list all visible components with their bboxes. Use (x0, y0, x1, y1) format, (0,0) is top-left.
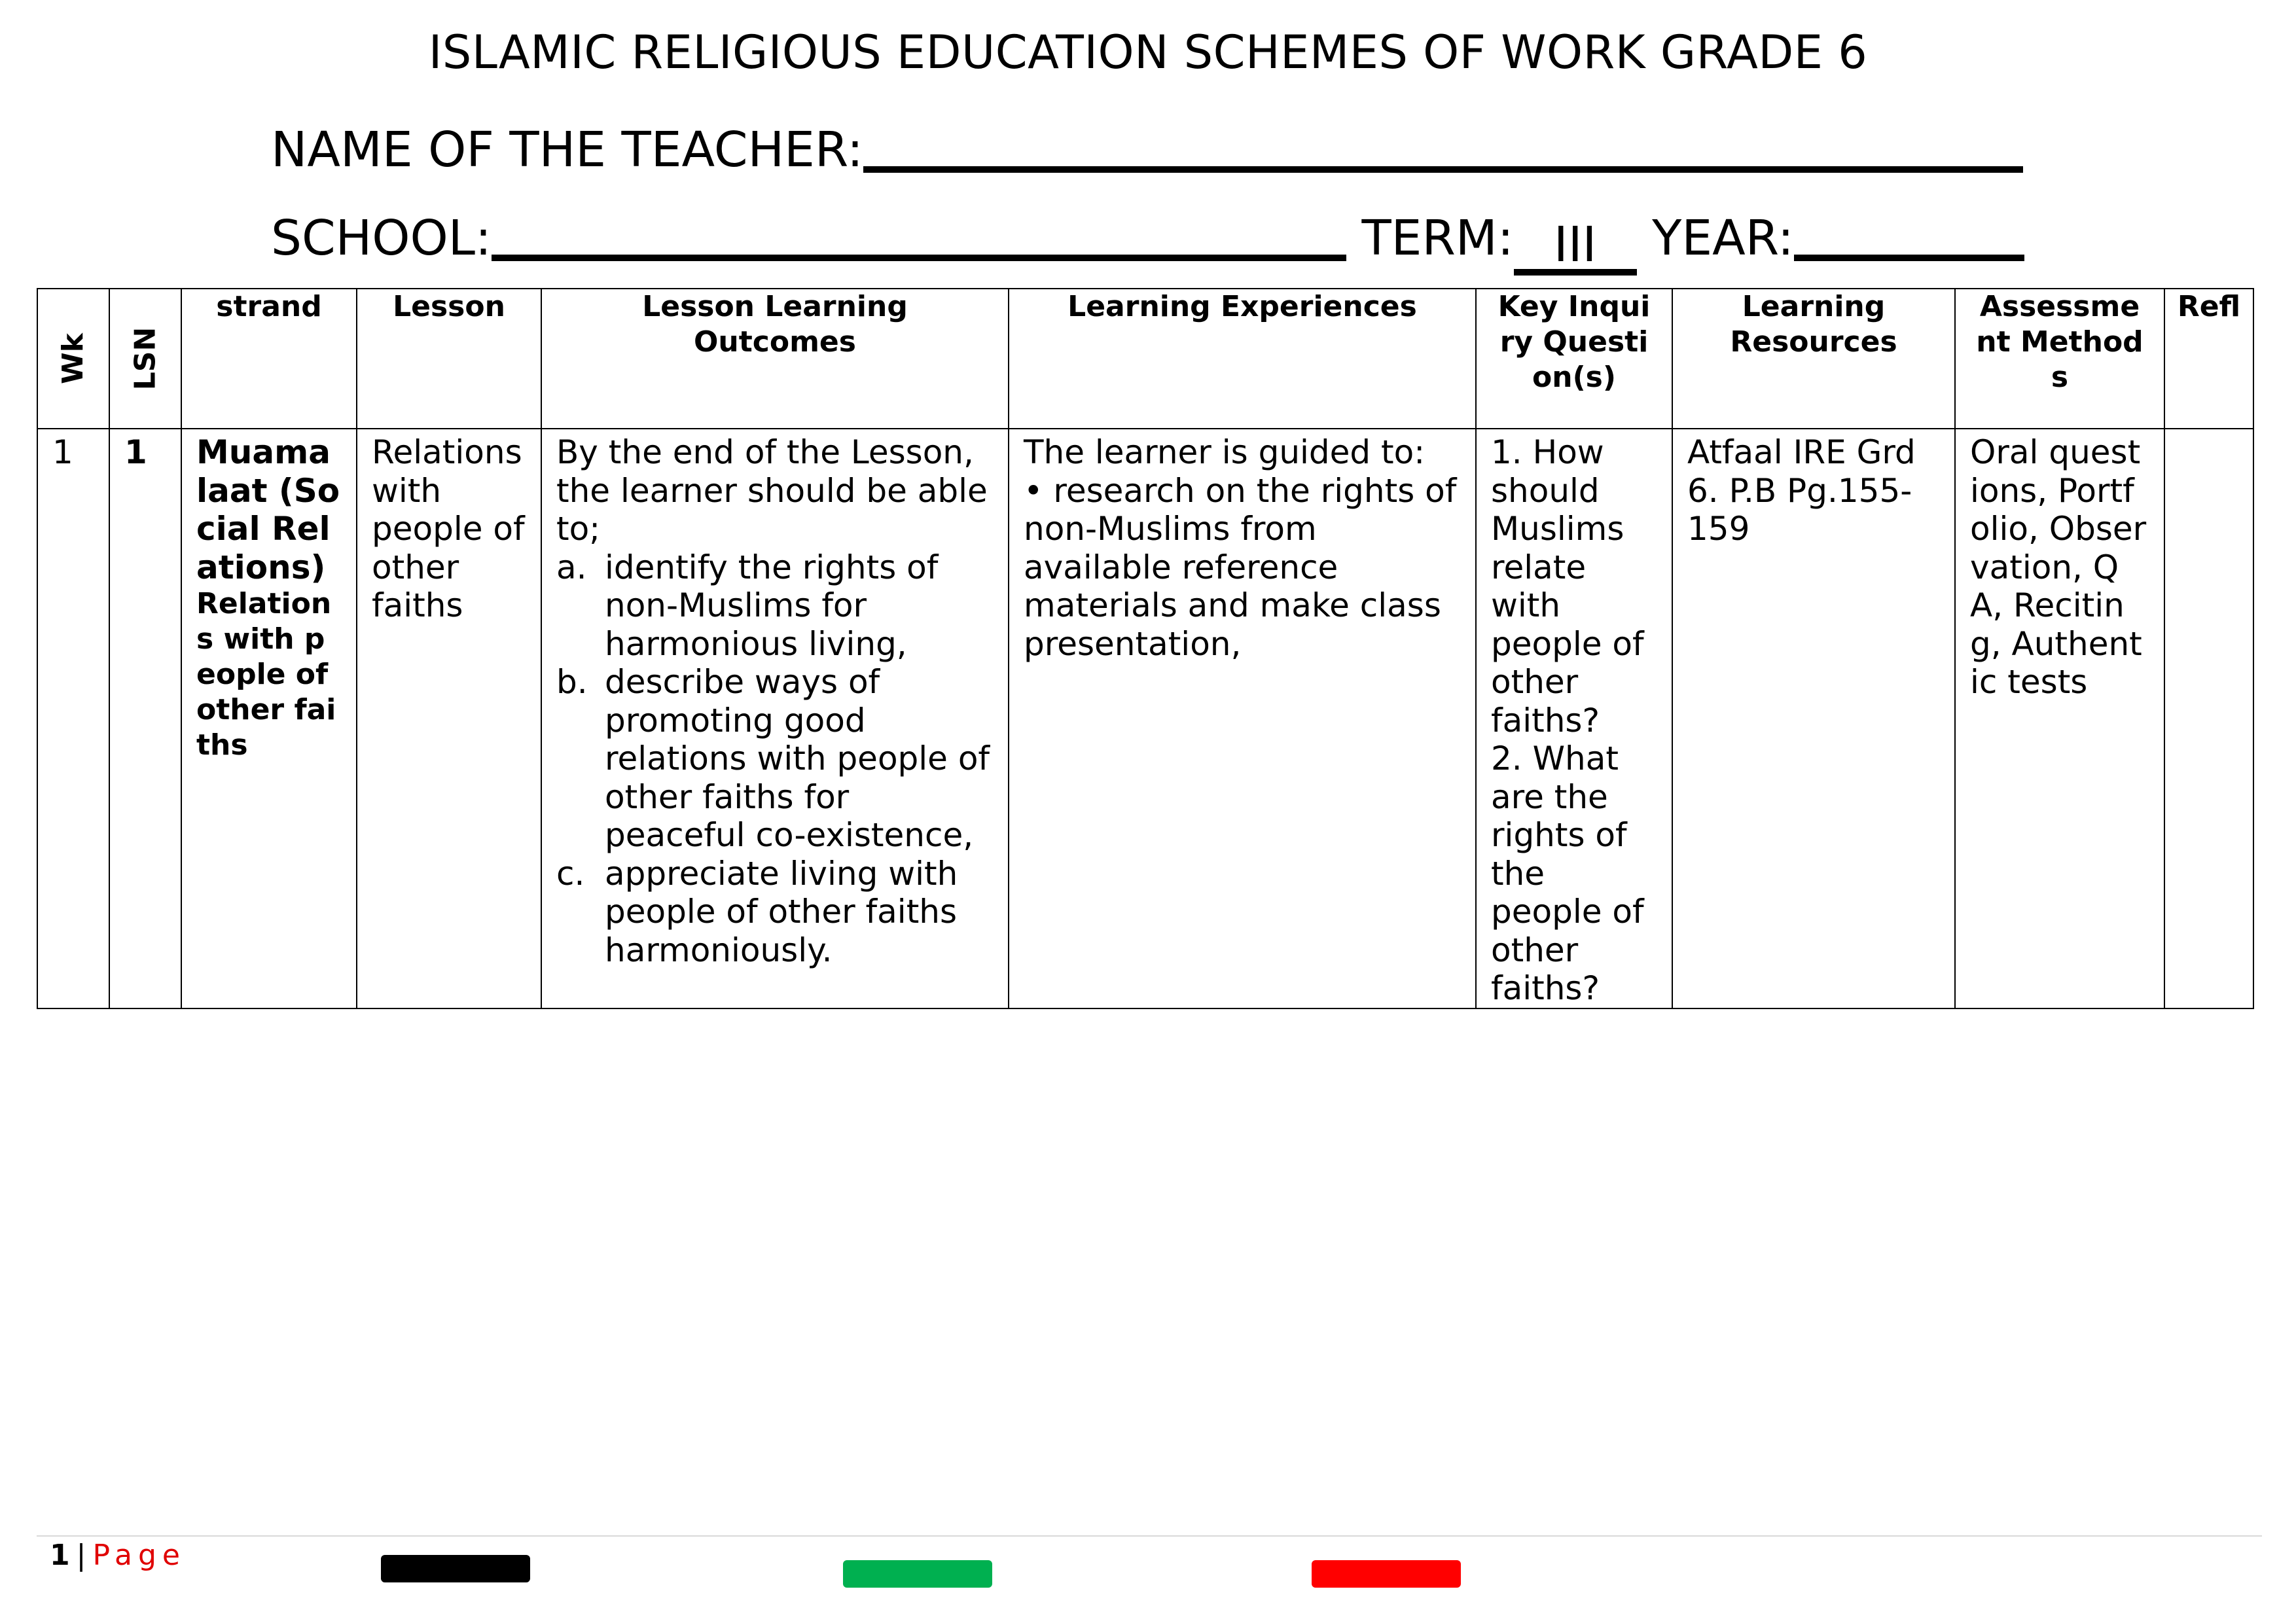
outcome-text: describe ways of promoting good relations with people of other faiths for peaceful co-existence, (605, 663, 990, 854)
header-inquiry: Key Inquiry Question(s) (1476, 289, 1672, 429)
outcome-text: identify the rights of non-Muslims for harmonious living, (605, 548, 939, 663)
red-footer-bar (1312, 1560, 1461, 1588)
inquiry-question-1: 1. How should Muslims relate with people of other faiths? (1491, 433, 1644, 740)
outcomes-list (556, 548, 994, 970)
school-term-year-line (271, 200, 2024, 273)
cell-resources: Atfaal IRE Grd 6. P.B Pg.155-159 (1672, 429, 1955, 1008)
outcome-text: appreciate living with people of other faiths harmoniously. (605, 854, 958, 969)
experiences-intro: The learner is guided to: (1024, 433, 1426, 471)
green-footer-bar (843, 1560, 992, 1588)
scheme-table (37, 288, 2254, 1009)
list-item (556, 548, 994, 664)
page-number: 1 (50, 1539, 70, 1572)
cell-assessment: Oral questions, Portfolio, Observation, QA, Reciting, Authentic tests (1955, 429, 2164, 1008)
header-outcomes: Lesson Learning Outcomes (541, 289, 1009, 429)
teacher-name-line (271, 111, 2023, 179)
cell-strand (181, 429, 357, 1008)
cell-lsn: 1 (109, 429, 181, 1008)
cell-lesson: Relations with people of other faiths (357, 429, 541, 1008)
header-experiences: Learning Experiences (1009, 289, 1476, 429)
black-footer-bar (381, 1555, 530, 1582)
table-row (37, 429, 2253, 1008)
list-marker: c. (556, 854, 585, 893)
term-label: TERM: (1361, 210, 1514, 266)
footer-divider (37, 1535, 2262, 1537)
list-item (556, 663, 994, 855)
cell-outcomes (541, 429, 1009, 1008)
cell-wk: 1 (37, 429, 109, 1008)
list-marker: b. (556, 663, 588, 701)
header-wk: Wk (37, 289, 109, 429)
header-assessment: Assessment Methods (1955, 289, 2164, 429)
school-blank[interactable] (492, 206, 1346, 261)
header-reflection: Refl (2164, 289, 2253, 429)
term-value[interactable]: III (1514, 221, 1637, 276)
teacher-name-blank[interactable] (863, 118, 2023, 173)
document-title: ISLAMIC RELIGIOUS EDUCATION SCHEMES OF WORK GRADE 6 (428, 26, 1868, 79)
strand-sub: Relations with people of other faiths (196, 587, 336, 762)
year-label: YEAR: (1652, 210, 1794, 266)
page-word: Page (92, 1539, 186, 1572)
list-item (556, 855, 994, 970)
header-lsn: LSN (109, 289, 181, 429)
strand-main: Muamalaat (Social Relations) (196, 433, 340, 586)
list-marker: a. (556, 548, 587, 586)
header-strand: strand (181, 289, 357, 429)
year-blank[interactable] (1794, 206, 2024, 261)
header-resources: Learning Resources (1672, 289, 1955, 429)
header-lesson: Lesson (357, 289, 541, 429)
outcomes-intro: By the end of the Lesson, the learner should be able to; (556, 433, 988, 548)
cell-reflection (2164, 429, 2253, 1008)
cell-inquiry (1476, 429, 1672, 1008)
header-row (37, 289, 2253, 429)
school-label: SCHOOL: (271, 210, 492, 266)
cell-experiences (1009, 429, 1476, 1008)
teacher-label: NAME OF THE TEACHER: (271, 122, 863, 178)
experiences-item: • research on the rights of non-Muslims from available reference materials and make class presentation, (1024, 471, 1457, 663)
inquiry-question-2: 2. What are the rights of the people of other faiths? (1491, 740, 1644, 1007)
footer-separator: | (76, 1539, 86, 1572)
page-footer (50, 1538, 186, 1573)
